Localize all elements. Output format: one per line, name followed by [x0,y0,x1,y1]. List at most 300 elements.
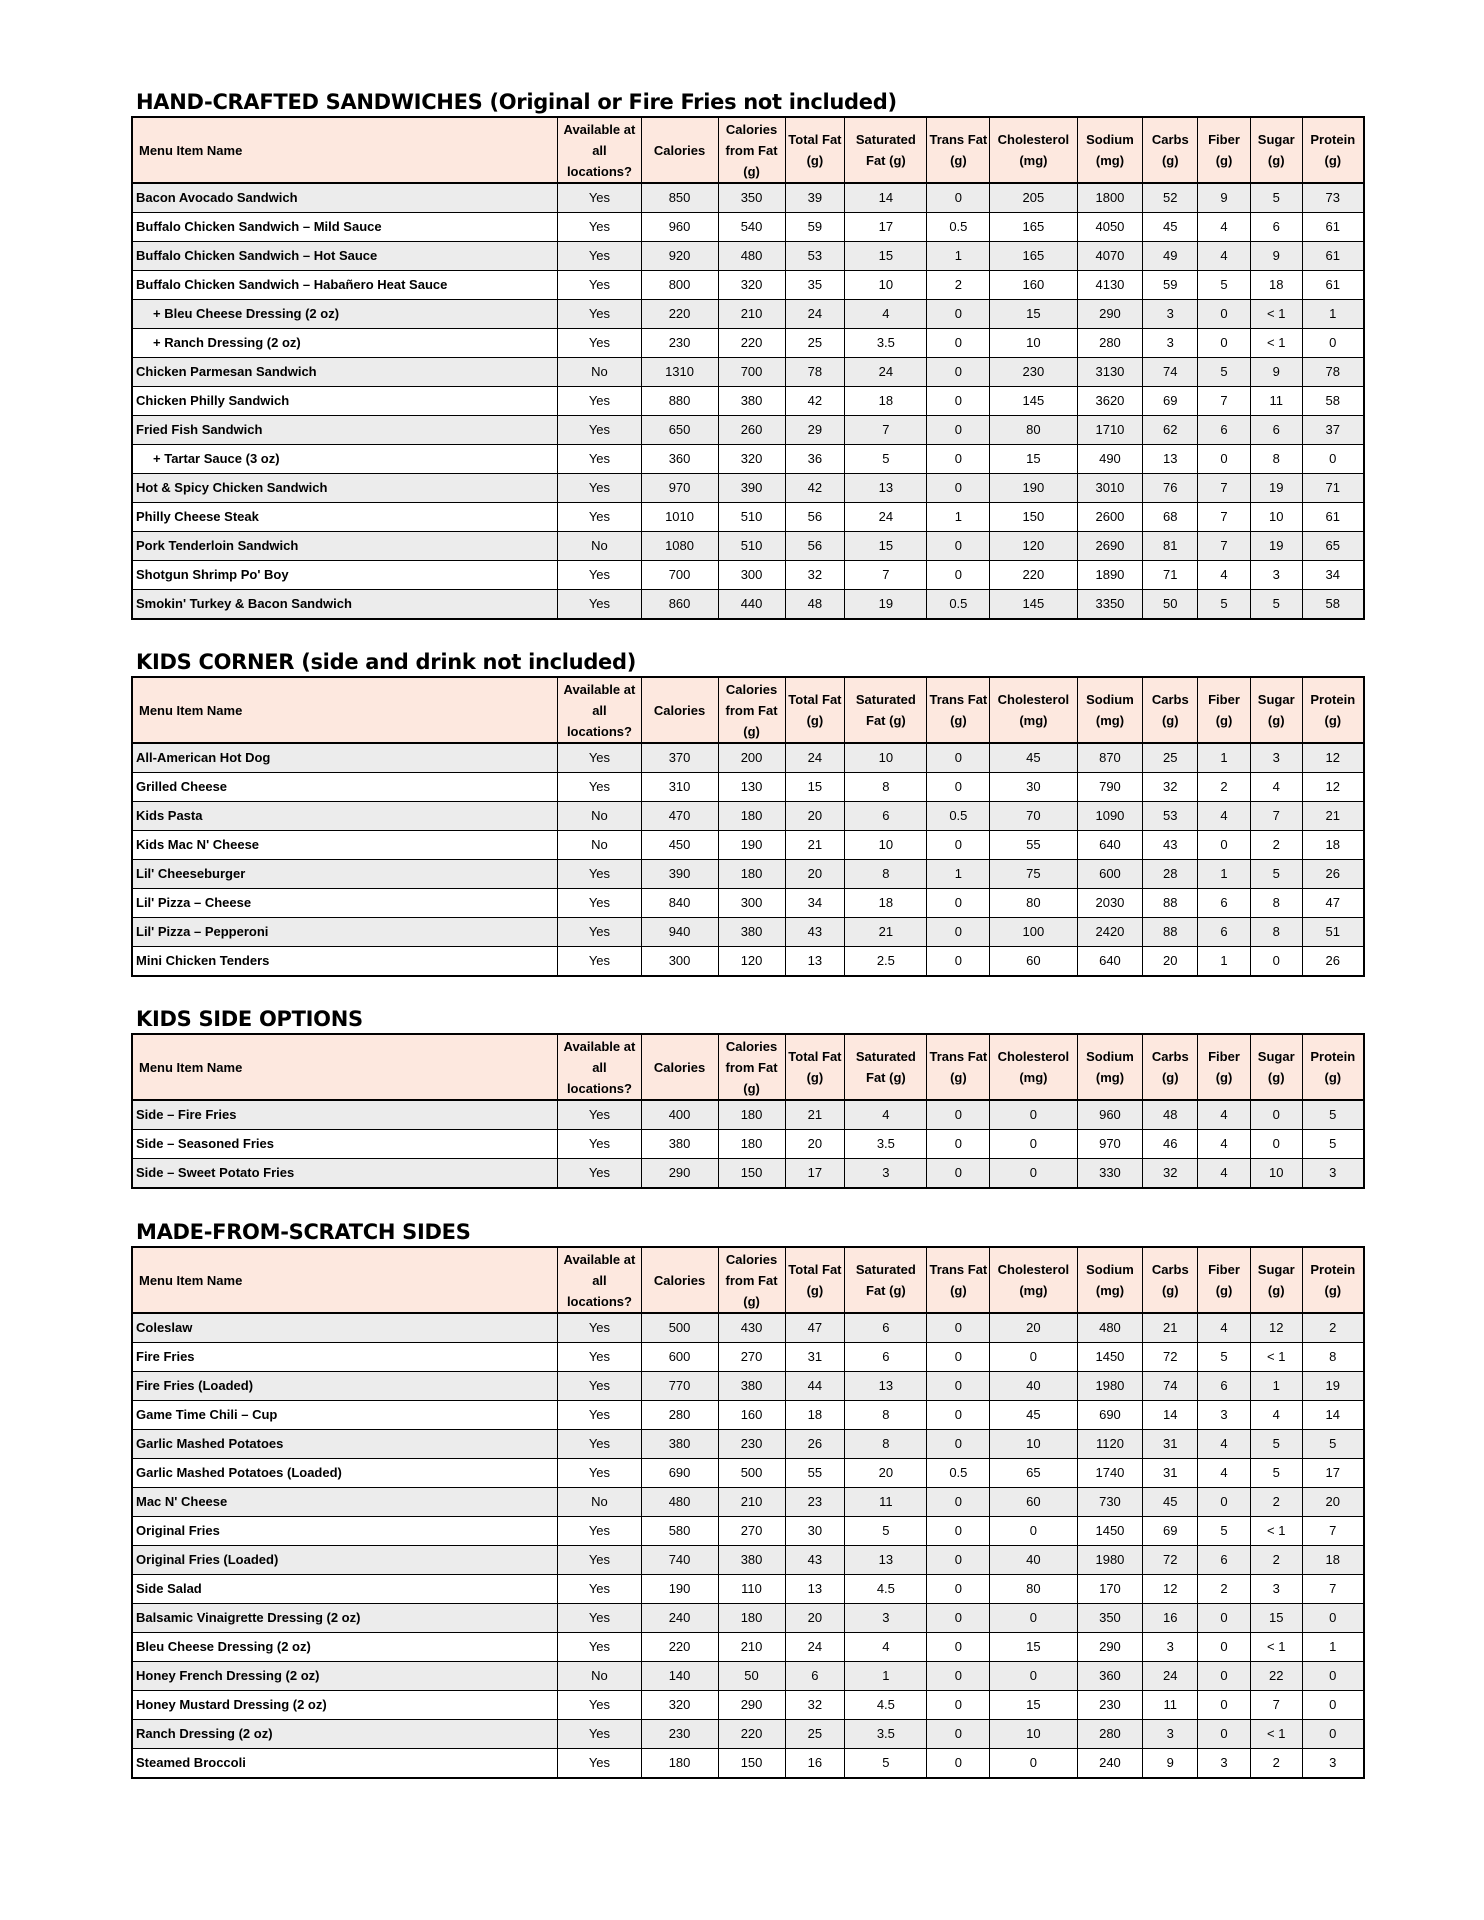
cell-protein: 8 [1302,1343,1364,1372]
column-header-saturated-fat: Saturated Fat (g) [845,117,927,183]
cell-calories-from-fat: 430 [718,1313,785,1343]
table-row [132,1691,1364,1720]
cell-trans-fat: 0 [927,1430,990,1459]
table-row [132,1401,1364,1430]
cell-protein: 17 [1302,1459,1364,1488]
cell-trans-fat: 0 [927,743,990,773]
cell-total-fat: 16 [785,1749,845,1779]
cell-calories-from-fat: 50 [718,1662,785,1691]
cell-fiber: 4 [1198,213,1251,242]
cell-cholesterol: 75 [990,860,1077,889]
cell-carbs: 3 [1143,300,1198,329]
cell-saturated-fat: 14 [845,183,927,213]
cell-fiber: 4 [1198,242,1251,271]
cell-saturated-fat: 13 [845,474,927,503]
cell-fiber: 2 [1198,1575,1251,1604]
cell-protein: 65 [1302,532,1364,561]
cell-sugar: < 1 [1250,329,1302,358]
menu-item-name: Side – Fire Fries [132,1100,558,1130]
cell-sugar: < 1 [1250,1343,1302,1372]
cell-cholesterol: 100 [990,918,1077,947]
table-row [132,358,1364,387]
menu-item-name: Philly Cheese Steak [132,503,558,532]
cell-calories-from-fat: 130 [718,773,785,802]
cell-available: Yes [558,1517,641,1546]
cell-total-fat: 30 [785,1517,845,1546]
column-header-available: Available at all locations? [558,1034,641,1100]
menu-item-name: Chicken Parmesan Sandwich [132,358,558,387]
cell-total-fat: 43 [785,1546,845,1575]
cell-cholesterol: 45 [990,1401,1077,1430]
cell-calories-from-fat: 150 [718,1159,785,1189]
cell-fiber: 6 [1198,918,1251,947]
cell-protein: 1 [1302,300,1364,329]
cell-calories: 180 [641,1749,718,1779]
cell-available: Yes [558,889,641,918]
cell-protein: 58 [1302,590,1364,620]
cell-sodium: 730 [1077,1488,1143,1517]
cell-fiber: 0 [1198,1720,1251,1749]
cell-calories-from-fat: 380 [718,1372,785,1401]
cell-sodium: 330 [1077,1159,1143,1189]
cell-fiber: 0 [1198,1691,1251,1720]
cell-trans-fat: 0 [927,300,990,329]
cell-calories: 230 [641,329,718,358]
cell-available: No [558,358,641,387]
cell-calories-from-fat: 180 [718,1100,785,1130]
nutrition-table [131,1033,1365,1189]
cell-saturated-fat: 3.5 [845,1720,927,1749]
cell-saturated-fat: 10 [845,271,927,300]
cell-available: No [558,1488,641,1517]
cell-cholesterol: 10 [990,329,1077,358]
cell-total-fat: 20 [785,1130,845,1159]
cell-trans-fat: 0 [927,1720,990,1749]
cell-saturated-fat: 5 [845,1749,927,1779]
cell-calories: 700 [641,561,718,590]
cell-available: Yes [558,773,641,802]
cell-calories-from-fat: 180 [718,1604,785,1633]
cell-calories-from-fat: 290 [718,1691,785,1720]
cell-sodium: 170 [1077,1575,1143,1604]
cell-calories: 380 [641,1130,718,1159]
cell-calories: 500 [641,1313,718,1343]
cell-protein: 5 [1302,1130,1364,1159]
cell-calories-from-fat: 220 [718,329,785,358]
menu-item-name: Ranch Dressing (2 oz) [132,1720,558,1749]
cell-fiber: 4 [1198,1459,1251,1488]
cell-protein: 34 [1302,561,1364,590]
cell-cholesterol: 60 [990,947,1077,977]
cell-total-fat: 48 [785,590,845,620]
cell-sugar: < 1 [1250,1633,1302,1662]
cell-cholesterol: 65 [990,1459,1077,1488]
table-row [132,329,1364,358]
cell-sodium: 870 [1077,743,1143,773]
cell-fiber: 6 [1198,889,1251,918]
cell-total-fat: 21 [785,831,845,860]
cell-available: Yes [558,1430,641,1459]
section-scratch-sides [131,1218,1365,1779]
cell-fiber: 6 [1198,1372,1251,1401]
cell-protein: 71 [1302,474,1364,503]
cell-cholesterol: 0 [990,1662,1077,1691]
cell-sugar: 2 [1250,1749,1302,1779]
cell-fiber: 9 [1198,183,1251,213]
cell-carbs: 53 [1143,802,1198,831]
cell-sugar: 22 [1250,1662,1302,1691]
cell-carbs: 71 [1143,561,1198,590]
column-header-carbs: Carbs (g) [1143,1034,1198,1100]
cell-total-fat: 53 [785,242,845,271]
table-row [132,802,1364,831]
cell-sodium: 3130 [1077,358,1143,387]
menu-item-name: Original Fries (Loaded) [132,1546,558,1575]
cell-trans-fat: 0 [927,1313,990,1343]
table-row [132,1604,1364,1633]
menu-item-name: + Bleu Cheese Dressing (2 oz) [132,300,558,329]
cell-available: Yes [558,1720,641,1749]
cell-saturated-fat: 18 [845,889,927,918]
cell-available: Yes [558,213,641,242]
cell-carbs: 45 [1143,213,1198,242]
cell-saturated-fat: 2.5 [845,947,927,977]
column-header-sodium: Sodium (mg) [1077,117,1143,183]
cell-calories-from-fat: 160 [718,1401,785,1430]
cell-cholesterol: 15 [990,1633,1077,1662]
cell-cholesterol: 145 [990,387,1077,416]
column-header-cholesterol: Cholesterol (mg) [990,1247,1077,1313]
cell-sodium: 1710 [1077,416,1143,445]
cell-trans-fat: 0.5 [927,213,990,242]
column-header-sodium: Sodium (mg) [1077,1247,1143,1313]
column-header-protein: Protein (g) [1302,1247,1364,1313]
cell-sugar: 2 [1250,1488,1302,1517]
cell-fiber: 7 [1198,474,1251,503]
cell-protein: 21 [1302,802,1364,831]
cell-saturated-fat: 6 [845,802,927,831]
cell-cholesterol: 45 [990,743,1077,773]
cell-cholesterol: 165 [990,213,1077,242]
cell-calories: 1010 [641,503,718,532]
cell-carbs: 76 [1143,474,1198,503]
menu-item-name: Buffalo Chicken Sandwich – Habañero Heat Sauce [132,271,558,300]
cell-protein: 20 [1302,1488,1364,1517]
cell-protein: 37 [1302,416,1364,445]
cell-cholesterol: 10 [990,1430,1077,1459]
cell-carbs: 14 [1143,1401,1198,1430]
cell-calories-from-fat: 380 [718,1546,785,1575]
cell-sugar: 6 [1250,416,1302,445]
cell-fiber: 4 [1198,1430,1251,1459]
cell-total-fat: 42 [785,474,845,503]
cell-available: Yes [558,1604,641,1633]
cell-fiber: 7 [1198,503,1251,532]
cell-sodium: 480 [1077,1313,1143,1343]
menu-item-name: Bleu Cheese Dressing (2 oz) [132,1633,558,1662]
cell-cholesterol: 0 [990,1604,1077,1633]
cell-calories: 390 [641,860,718,889]
table-row [132,1633,1364,1662]
cell-total-fat: 32 [785,561,845,590]
menu-item-name: Garlic Mashed Potatoes [132,1430,558,1459]
column-header-calories-from-fat: Calories from Fat (g) [718,1247,785,1313]
cell-sugar: 5 [1250,183,1302,213]
cell-fiber: 5 [1198,1343,1251,1372]
cell-saturated-fat: 13 [845,1546,927,1575]
cell-sugar: < 1 [1250,300,1302,329]
cell-available: Yes [558,1313,641,1343]
cell-sodium: 290 [1077,300,1143,329]
nutrition-table [131,676,1365,977]
cell-available: No [558,1662,641,1691]
cell-protein: 14 [1302,1401,1364,1430]
cell-total-fat: 13 [785,1575,845,1604]
column-header-cholesterol: Cholesterol (mg) [990,1034,1077,1100]
menu-item-name: Fire Fries [132,1343,558,1372]
cell-cholesterol: 205 [990,183,1077,213]
menu-item-name: Balsamic Vinaigrette Dressing (2 oz) [132,1604,558,1633]
nutrition-table [131,1246,1365,1779]
cell-trans-fat: 0 [927,474,990,503]
cell-cholesterol: 40 [990,1546,1077,1575]
cell-total-fat: 17 [785,1159,845,1189]
cell-carbs: 28 [1143,860,1198,889]
column-header-total-fat: Total Fat (g) [785,677,845,743]
cell-calories-from-fat: 230 [718,1430,785,1459]
header-row [132,1247,1364,1313]
cell-trans-fat: 0 [927,918,990,947]
table-row [132,1575,1364,1604]
column-header-saturated-fat: Saturated Fat (g) [845,677,927,743]
cell-available: Yes [558,1401,641,1430]
table-row [132,1749,1364,1779]
cell-total-fat: 20 [785,802,845,831]
cell-calories: 280 [641,1401,718,1430]
cell-calories-from-fat: 210 [718,1488,785,1517]
cell-total-fat: 43 [785,918,845,947]
cell-calories-from-fat: 210 [718,1633,785,1662]
table-row [132,1546,1364,1575]
cell-total-fat: 15 [785,773,845,802]
cell-cholesterol: 120 [990,532,1077,561]
column-header-protein: Protein (g) [1302,677,1364,743]
cell-calories-from-fat: 540 [718,213,785,242]
cell-total-fat: 47 [785,1313,845,1343]
cell-fiber: 1 [1198,947,1251,977]
cell-saturated-fat: 6 [845,1313,927,1343]
cell-saturated-fat: 6 [845,1343,927,1372]
cell-carbs: 74 [1143,1372,1198,1401]
column-header-cholesterol: Cholesterol (mg) [990,677,1077,743]
cell-cholesterol: 0 [990,1517,1077,1546]
cell-trans-fat: 0 [927,1343,990,1372]
cell-calories: 840 [641,889,718,918]
cell-fiber: 7 [1198,532,1251,561]
cell-available: Yes [558,1459,641,1488]
cell-available: Yes [558,743,641,773]
section-title: KIDS CORNER (side and drink not included) [136,650,637,674]
cell-trans-fat: 0 [927,1575,990,1604]
cell-sugar: 0 [1250,947,1302,977]
cell-fiber: 1 [1198,743,1251,773]
cell-sodium: 2600 [1077,503,1143,532]
cell-calories-from-fat: 190 [718,831,785,860]
cell-calories: 140 [641,1662,718,1691]
cell-carbs: 46 [1143,1130,1198,1159]
cell-trans-fat: 0 [927,445,990,474]
menu-item-name: Bacon Avocado Sandwich [132,183,558,213]
cell-fiber: 4 [1198,561,1251,590]
cell-cholesterol: 0 [990,1100,1077,1130]
cell-trans-fat: 2 [927,271,990,300]
cell-calories-from-fat: 390 [718,474,785,503]
cell-trans-fat: 0 [927,1604,990,1633]
cell-carbs: 72 [1143,1546,1198,1575]
column-header-total-fat: Total Fat (g) [785,1247,845,1313]
cell-calories: 600 [641,1343,718,1372]
cell-available: Yes [558,860,641,889]
cell-protein: 61 [1302,503,1364,532]
menu-item-name: Hot & Spicy Chicken Sandwich [132,474,558,503]
cell-cholesterol: 0 [990,1749,1077,1779]
cell-total-fat: 21 [785,1100,845,1130]
cell-sodium: 1120 [1077,1430,1143,1459]
column-header-calories: Calories [641,677,718,743]
cell-saturated-fat: 18 [845,387,927,416]
cell-carbs: 11 [1143,1691,1198,1720]
section-sandwiches [131,88,1365,620]
cell-calories: 450 [641,831,718,860]
cell-available: Yes [558,1546,641,1575]
cell-calories: 880 [641,387,718,416]
cell-saturated-fat: 8 [845,860,927,889]
cell-fiber: 5 [1198,271,1251,300]
cell-sodium: 490 [1077,445,1143,474]
menu-item-name: Kids Pasta [132,802,558,831]
cell-calories: 470 [641,802,718,831]
cell-sugar: 12 [1250,1313,1302,1343]
cell-protein: 0 [1302,445,1364,474]
cell-carbs: 69 [1143,1517,1198,1546]
cell-fiber: 4 [1198,1313,1251,1343]
cell-total-fat: 34 [785,889,845,918]
cell-sugar: 5 [1250,590,1302,620]
cell-sodium: 1090 [1077,802,1143,831]
cell-cholesterol: 160 [990,271,1077,300]
cell-available: Yes [558,947,641,977]
cell-carbs: 9 [1143,1749,1198,1779]
cell-sugar: 10 [1250,503,1302,532]
cell-sugar: 6 [1250,213,1302,242]
column-header-available: Available at all locations? [558,117,641,183]
cell-carbs: 13 [1143,445,1198,474]
cell-carbs: 43 [1143,831,1198,860]
cell-protein: 0 [1302,1662,1364,1691]
cell-sugar: 11 [1250,387,1302,416]
cell-trans-fat: 0 [927,416,990,445]
cell-sugar: 7 [1250,1691,1302,1720]
cell-fiber: 0 [1198,1488,1251,1517]
table-row [132,1720,1364,1749]
cell-trans-fat: 0 [927,1130,990,1159]
cell-fiber: 3 [1198,1749,1251,1779]
cell-cholesterol: 0 [990,1159,1077,1189]
cell-carbs: 49 [1143,242,1198,271]
cell-saturated-fat: 15 [845,242,927,271]
cell-trans-fat: 0 [927,183,990,213]
cell-trans-fat: 0 [927,329,990,358]
cell-protein: 0 [1302,329,1364,358]
cell-calories: 1310 [641,358,718,387]
cell-available: Yes [558,329,641,358]
cell-trans-fat: 0 [927,532,990,561]
cell-total-fat: 24 [785,1633,845,1662]
cell-fiber: 0 [1198,831,1251,860]
cell-sodium: 3620 [1077,387,1143,416]
menu-item-name: Honey Mustard Dressing (2 oz) [132,1691,558,1720]
cell-calories: 740 [641,1546,718,1575]
column-header-protein: Protein (g) [1302,1034,1364,1100]
table-row [132,300,1364,329]
cell-trans-fat: 0 [927,1662,990,1691]
cell-cholesterol: 0 [990,1130,1077,1159]
cell-saturated-fat: 8 [845,1430,927,1459]
table-row [132,242,1364,271]
cell-saturated-fat: 5 [845,1517,927,1546]
column-header-fiber: Fiber (g) [1198,1247,1251,1313]
cell-cholesterol: 80 [990,889,1077,918]
cell-calories-from-fat: 150 [718,1749,785,1779]
table-row [132,1343,1364,1372]
cell-sodium: 2690 [1077,532,1143,561]
cell-saturated-fat: 19 [845,590,927,620]
cell-saturated-fat: 10 [845,831,927,860]
cell-sugar: 1 [1250,1372,1302,1401]
table-row [132,1100,1364,1130]
column-header-available: Available at all locations? [558,1247,641,1313]
cell-sodium: 2030 [1077,889,1143,918]
cell-available: No [558,802,641,831]
menu-item-name: Coleslaw [132,1313,558,1343]
cell-calories-from-fat: 700 [718,358,785,387]
cell-sodium: 4070 [1077,242,1143,271]
cell-carbs: 16 [1143,1604,1198,1633]
section-kids-sides [131,1005,1365,1189]
column-header-cholesterol: Cholesterol (mg) [990,117,1077,183]
cell-available: Yes [558,503,641,532]
cell-sodium: 290 [1077,1633,1143,1662]
cell-calories: 850 [641,183,718,213]
table-row [132,1459,1364,1488]
cell-sugar: 5 [1250,860,1302,889]
cell-saturated-fat: 4.5 [845,1691,927,1720]
section-title: KIDS SIDE OPTIONS [136,1007,363,1031]
menu-item-name: Chicken Philly Sandwich [132,387,558,416]
cell-calories: 860 [641,590,718,620]
column-header-fiber: Fiber (g) [1198,1034,1251,1100]
cell-protein: 0 [1302,1720,1364,1749]
cell-saturated-fat: 3 [845,1604,927,1633]
table-row [132,918,1364,947]
column-header-calories: Calories [641,1247,718,1313]
cell-fiber: 7 [1198,387,1251,416]
table-row [132,416,1364,445]
cell-protein: 3 [1302,1159,1364,1189]
cell-trans-fat: 0 [927,1749,990,1779]
cell-calories: 290 [641,1159,718,1189]
cell-cholesterol: 15 [990,445,1077,474]
